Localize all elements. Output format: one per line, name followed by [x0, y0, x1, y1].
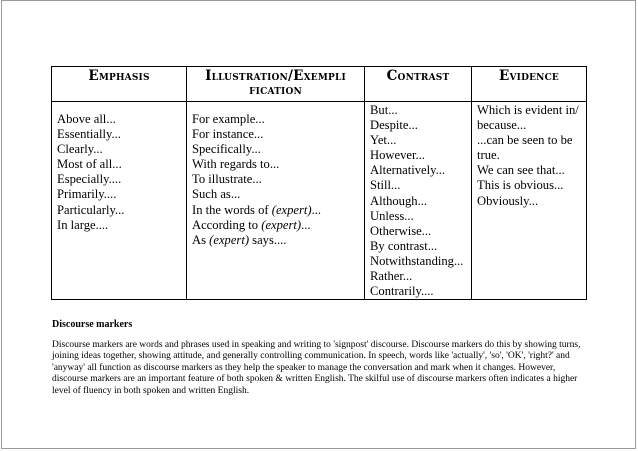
discourse-markers-table	[51, 66, 587, 300]
contrast-item: Alternatively...	[370, 163, 446, 178]
contrast-item: Still...	[370, 178, 401, 193]
illustration-list	[187, 102, 364, 248]
illustration-item: Such as...	[192, 187, 241, 202]
evidence-item: This is obvious...	[477, 178, 564, 193]
emphasis-item: Especially....	[57, 172, 122, 187]
header-illustration: Illustration/Exempli fication	[187, 67, 365, 102]
contrast-item: By contrast...	[370, 238, 438, 253]
contrast-item: Rather...	[370, 269, 413, 284]
item-prefix: As	[192, 232, 210, 247]
item-suffix: says....	[249, 232, 287, 247]
section-title: Discourse markers	[52, 319, 133, 330]
illustration-item: For example...	[192, 112, 265, 126]
contrast-item: Otherwise...	[370, 223, 432, 238]
header-evidence: Evidence	[472, 67, 587, 102]
emphasis-item: In large....	[57, 217, 109, 232]
contrast-list	[365, 102, 471, 299]
table-body-row	[52, 102, 587, 300]
item-prefix: In the words of	[192, 202, 272, 217]
illustration-item	[192, 203, 362, 218]
item-suffix: ...	[301, 217, 311, 232]
expert-placeholder: (expert)	[271, 202, 312, 217]
emphasis-item: Above all...	[57, 112, 116, 126]
item-suffix: ...	[311, 202, 322, 217]
contrast-item: Despite...	[370, 118, 418, 133]
section-paragraph: Discourse markers are words and phrases used in speaking and writing to 'signpost' discourse. Discourse markers do this by showing turns, joining ideas together, showing attitude, and generally controlling communication. In speech, words like 'actually', 'so', 'OK', 'right?' and 'anyway' all function as discourse markers as they help the speaker to manage the conversation and mark when it changes. However, discourse markers are an important feature of both spoken & written English. The skilful use of discourse markers often indicates a higher level of fluency in both spoken and written English.	[52, 340, 581, 396]
table-header-row	[52, 67, 587, 102]
contrast-item: Unless...	[370, 208, 414, 223]
contrast-item: However...	[370, 148, 425, 163]
evidence-list	[472, 102, 586, 209]
header-contrast: Contrast	[365, 67, 472, 102]
contrast-item: Notwithstanding...	[370, 253, 464, 268]
illustration-item: With regards to...	[192, 157, 280, 172]
emphasis-list	[52, 102, 186, 233]
illustration-item: To illustrate...	[192, 172, 262, 187]
contrast-item: Yet...	[370, 133, 397, 148]
illustration-item: Specifically...	[192, 142, 261, 157]
illustration-item: For instance...	[192, 127, 264, 142]
contrast-item: But...	[370, 103, 398, 117]
emphasis-item: Primarily....	[57, 187, 117, 202]
item-prefix: According to	[192, 217, 262, 232]
evidence-item: ...can be seen to be true.	[477, 133, 573, 163]
emphasis-item: Clearly...	[57, 142, 103, 157]
emphasis-item: Most of all...	[57, 157, 122, 172]
contrast-item: Contrarily....	[370, 284, 434, 299]
expert-placeholder: (expert)	[209, 232, 250, 247]
evidence-item: We can see that...	[477, 163, 565, 178]
evidence-item: Which is evident in/ because...	[477, 103, 579, 133]
evidence-cell	[472, 102, 587, 300]
header-emphasis: Emphasis	[52, 67, 187, 102]
expert-placeholder: (expert)	[261, 217, 302, 232]
contrast-item: Although...	[370, 193, 428, 208]
emphasis-cell	[52, 102, 187, 300]
evidence-item: Obviously...	[477, 193, 539, 208]
illustration-item	[192, 218, 362, 233]
illustration-cell	[187, 102, 365, 300]
emphasis-item: Essentially...	[57, 127, 121, 142]
illustration-item	[192, 233, 362, 248]
contrast-cell	[365, 102, 472, 300]
emphasis-item: Particularly...	[57, 202, 125, 217]
